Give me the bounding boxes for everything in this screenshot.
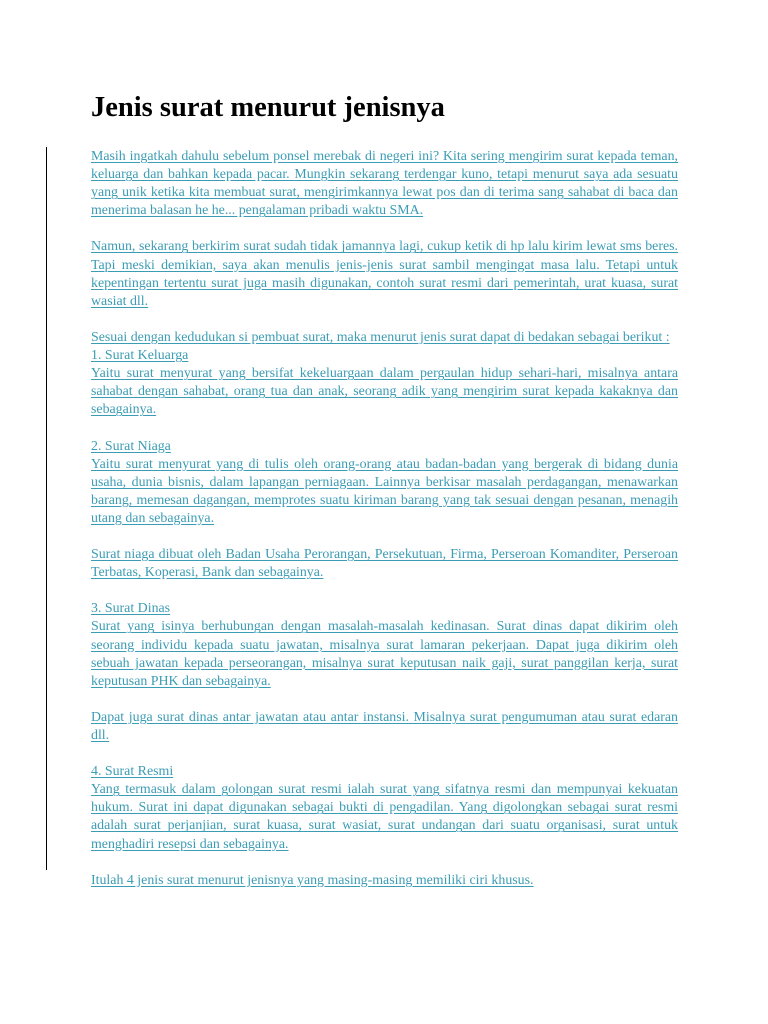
paragraph-dinas-instansi <box>91 709 678 745</box>
paragraph-gap <box>91 220 678 238</box>
paragraph-gap <box>91 528 678 546</box>
page-title: Jenis surat menurut jenisnya <box>91 92 445 123</box>
text-line: Dapat juga surat dinas antar jawatan atau antar instansi. Misalnya surat pengumuman atau surat edaran dll. <box>91 709 678 743</box>
text-line: Yaitu surat menyurat yang bersifat kekeluargaan dalam pergaulan hidup sehari-hari, misalnya antara sahabat dengan sahabat, orang tua dan anak, seorang adik yang mengirim surat kepada kakaknya dan sebagainya. <box>91 366 678 418</box>
paragraph-niaga-badan <box>91 546 678 582</box>
text-line: Yaitu surat menyurat yang di tulis oleh orang-orang atau badan-badan yang bergerak di bidang dunia usaha, dunia bisnis, dalam lapangan perniagaan. Lainnya berkisar masalah perdagangan, menawarkan barang, memesan dagangan, memprotes suatu kiriman barang yang tak sesuai dengan pesanan, menagih utang dan sebagainya. <box>91 456 678 526</box>
section-heading: 4. Surat Resmi <box>91 764 174 780</box>
section-heading: 2. Surat Niaga <box>91 438 171 454</box>
section-heading: 3. Surat Dinas <box>91 601 171 617</box>
text-line: Surat niaga dibuat oleh Badan Usaha Perorangan, Persekutuan, Firma, Perseroan Komanditer, Perseroan Terbatas, Koperasi, Bank dan sebagainya. <box>91 547 678 581</box>
document-body <box>91 148 678 890</box>
text-line: Yang termasuk dalam golongan surat resmi ialah surat yang sifatnya resmi dan mempunyai kekuatan hukum. Surat ini dapat digunakan sebagai bukti di pengadilan. Yang digolongkan sebagai surat resmi adalah surat perjanjian, surat kuasa, surat wasiat, surat undangan dari suatu organisasi, surat untuk menghadiri resepsi dan sebagainya. <box>91 782 678 852</box>
paragraph-gap <box>91 854 678 872</box>
paragraph-surat-resmi <box>91 763 678 853</box>
paragraph-gap <box>91 419 678 437</box>
text-line: Surat yang isinya berhubungan dengan masalah-masalah kedinasan. Surat dinas dapat dikirim oleh seorang individu kepada suatu jawatan, misalnya surat lamaran pekerjaan. Dapat juga dikirim oleh sebuah jawatan kepada perseorangan, misalnya surat keputusan naik gaji, surat panggilan kerja, surat keputusan PHK dan sebagainya. <box>91 619 678 689</box>
section-heading: 1. Surat Keluarga <box>91 348 189 364</box>
paragraph-surat-dinas <box>91 600 678 690</box>
paragraph-gap <box>91 582 678 600</box>
paragraph-gap <box>91 691 678 709</box>
paragraph-surat-niaga <box>91 438 678 528</box>
text-line: Sesuai dengan kedudukan si pembuat surat, maka menurut jenis surat dapat di bedakan sebagai berikut : <box>91 329 670 345</box>
revision-bar <box>46 147 47 870</box>
paragraph-gap <box>91 311 678 329</box>
paragraph-intro <box>91 148 678 220</box>
text-line: Itulah 4 jenis surat menurut jenisnya yang masing-masing memiliki ciri khusus. <box>91 872 534 888</box>
text-line: Namun, sekarang berkirim surat sudah tidak jamannya lagi, cukup ketik di hp lalu kirim lewat sms beres. Tapi meski demikian, saya akan menulis jenis-jenis surat sambil mengingat masa lalu. Tetapi untuk kepentingan tertentu surat juga masih digunakan, contoh surat resmi dari pemerintah, urat kuasa, surat wasiat dll. <box>91 239 678 309</box>
paragraph-context <box>91 238 678 310</box>
text-line: Masih ingatkah dahulu sebelum ponsel merebak di negeri ini? Kita sering mengirim surat kepada teman, keluarga dan bahkan kepada pacar. Mungkin sekarang terdengar kuno, tetapi menurut saya ada sesuatu yang unik ketika kita membuat surat, mengirimkannya lewat pos dan di terima sang sahabat di baca dan menerima balasan he he... pengalaman pribadi waktu SMA. <box>91 149 678 219</box>
paragraph-gap <box>91 745 678 763</box>
paragraph-closing <box>91 872 678 890</box>
paragraph-surat-keluarga <box>91 329 678 419</box>
